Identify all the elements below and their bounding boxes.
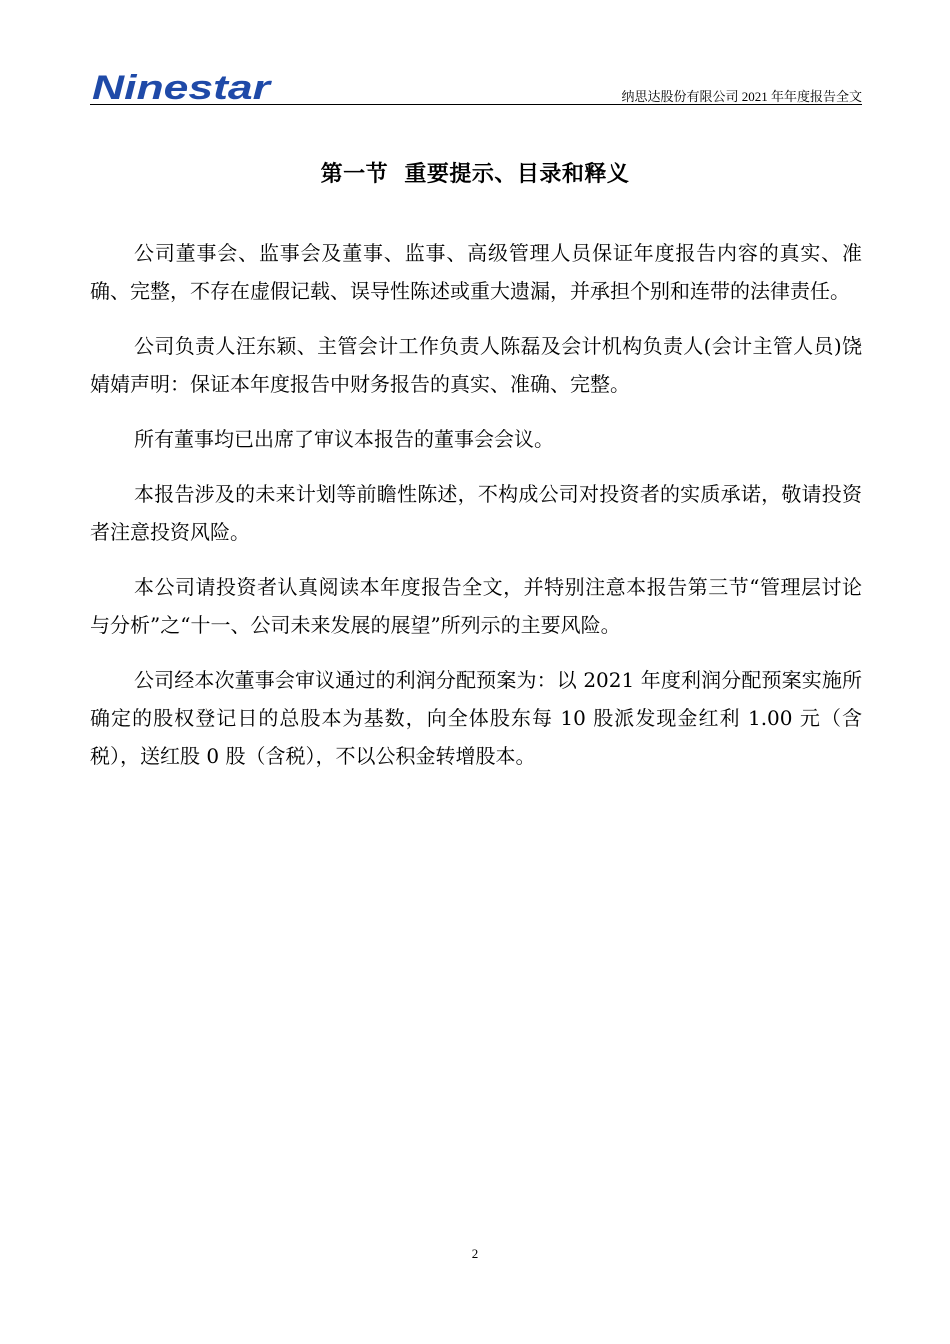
paragraph-director-attendance: 所有董事均已出席了审议本报告的董事会会议。 bbox=[134, 427, 554, 451]
section-title: 第一节 重要提示、目录和释义 bbox=[320, 161, 630, 187]
body-text bbox=[90, 234, 862, 792]
paragraph-profit-distribution: 公司经本次董事会审议通过的利润分配预案为：以 2021 年度利润分配预案实施所确定的股权登记日的总股本为基数，向全体股东每 10 股派发现金红利 1.00 元（含税），送红股 0 股（含税），不以公积金转增股本。 bbox=[90, 668, 862, 768]
page-number: 2 bbox=[471, 1246, 479, 1261]
logo-text: Ninestar bbox=[92, 69, 273, 104]
paragraph-forward-looking: 本报告涉及的未来计划等前瞻性陈述，不构成公司对投资者的实质承诺，敬请投资者注意投资风险。 bbox=[90, 482, 862, 544]
paragraph-board-guarantee: 公司董事会、监事会及董事、监事、高级管理人员保证年度报告内容的真实、准确、完整，不存在虚假记载、误导性陈述或重大遗漏，并承担个别和连带的法律责任。 bbox=[90, 241, 862, 303]
ninestar-logo bbox=[90, 66, 280, 104]
report-header-title: 纳思达股份有限公司 2021 年年度报告全文 bbox=[621, 89, 862, 104]
page-header bbox=[90, 66, 862, 106]
header-divider bbox=[90, 104, 862, 105]
paragraph-responsible-persons: 公司负责人汪东颖、主管会计工作负责人陈磊及会计机构负责人(会计主管人员)饶婧婧声明：保证本年度报告中财务报告的真实、准确、完整。 bbox=[90, 334, 862, 396]
paragraph-risk-notice: 本公司请投资者认真阅读本年度报告全文，并特别注意本报告第三节“管理层讨论与分析”之“十一、公司未来发展的展望”所列示的主要风险。 bbox=[90, 575, 862, 637]
